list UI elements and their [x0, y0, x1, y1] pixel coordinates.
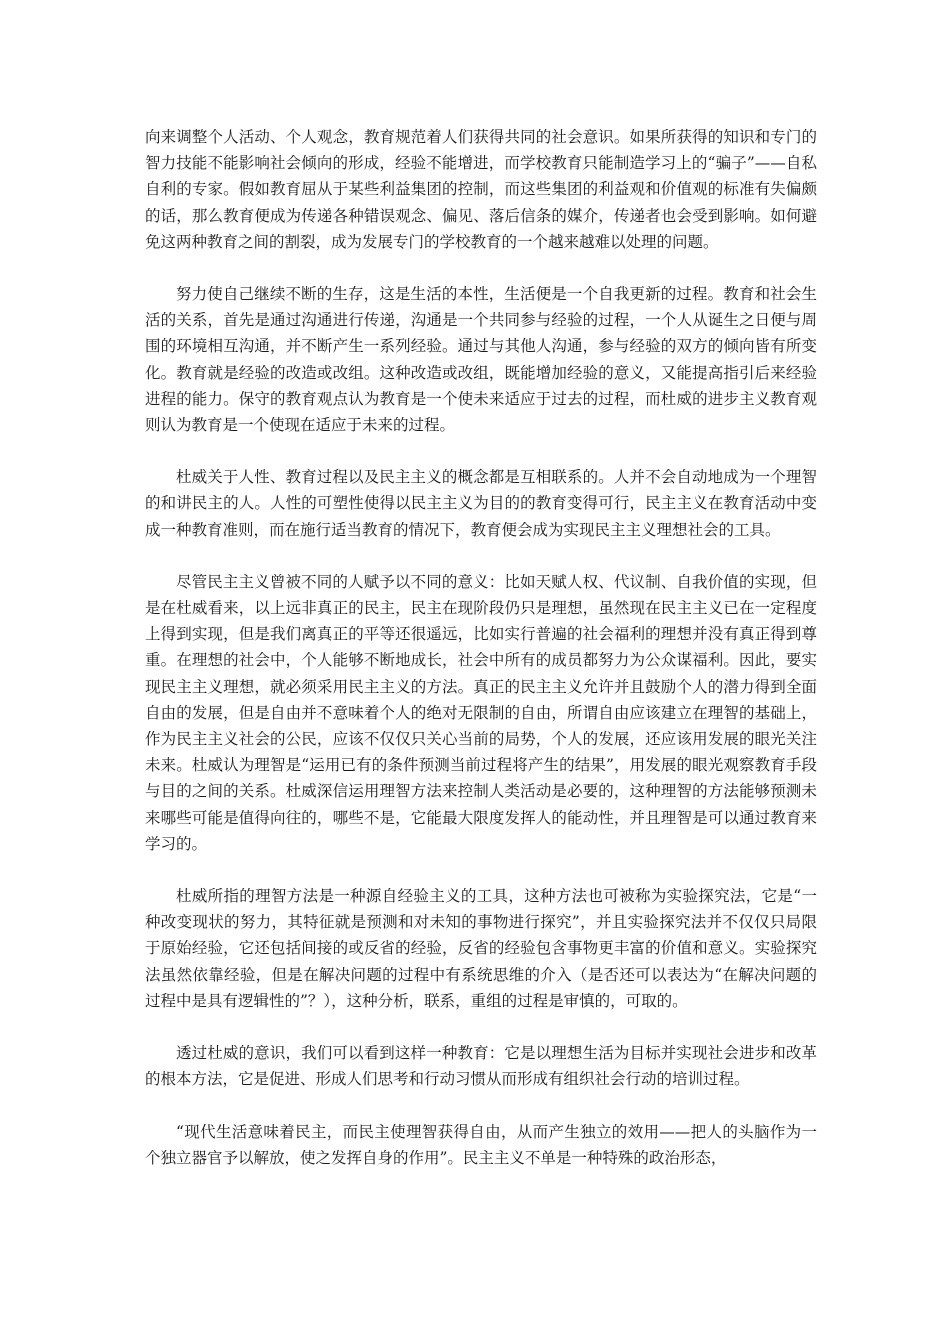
paragraph-2: 努力使自己继续不断的生存，这是生活的本性，生活便是一个自我更新的过程。教育和社会生活的关系，首先是通过沟通进行传递，沟通是一个共同参与经验的过程，一个人从诞生之日便与周围的环境相互沟通，并不断产生一系列经验。通过与其他人沟通，参与经验的双方的倾向皆有所变化。教育就是经验的改造或改组。这种改造或改组，既能增加经验的意义，又能提高指引后来经验进程的能力。保守的教育观点认为教育是一个使未来适应于过去的过程，而杜威的进步主义教育观则认为教育是一个使现在适应于未来的过程。: [145, 285, 817, 435]
paragraph-1: 向来调整个人活动、个人观念，教育规范着人们获得共同的社会意识。如果所获得的知识和专门的智力技能不能影响社会倾向的形成，经验不能增进，而学校教育只能制造学习上的“骗子”——自私自利的专家。假如教育屈从于某些利益集团的控制，而这些集团的利益观和价值观的标准有失偏颇的话，那么教育便成为传递各种错误观念、偏见、落后信条的媒介，传递者也会受到影响。如何避免这两种教育之间的割裂，成为发展专门的学校教育的一个越来越难以处理的问题。: [145, 128, 817, 251]
paragraph-4: 尽管民主主义曾被不同的人赋予以不同的意义：比如天赋人权、代议制、自我价值的实现，但是在杜威看来，以上远非真正的民主，民主在现阶段仍只是理想，虽然现在民主主义已在一定程度上得到实现，但是我们离真正的平等还很遥远，比如实行普遍的社会福利的理想并没有真正得到尊重。在理想的社会中，个人能够不断地成长，社会中所有的成员都努力为公众谋福利。因此，要实现民主主义理想，就必须采用民主主义的方法。真正的民主主义允许并且鼓励个人的潜力得到全面自由的发展，但是自由并不意味着个人的绝对无限制的自由，所谓自由应该建立在理智的基础上，作为民主主义社会的公民，应该不仅仅只关心当前的局势，个人的发展，还应该用发展的眼光关注未来。杜威认为理智是“运用已有的条件预测当前过程将产生的结果”，用发展的眼光观察教育手段与目的之间的关系。杜威深信运用理智方法来控制人类活动是必要的，这种理智的方法能够预测未来哪些可能是值得向往的，哪些不是，它能最大限度发挥人的能动性，并且理智是可以通过教育来学习的。: [145, 572, 817, 853]
paragraph-7: “现代生活意味着民主，而民主使理智获得自由，从而产生独立的效用——把人的头脑作为一个独立器官予以解放，使之发挥自身的作用”。民主主义不单是一种特殊的政治形态，: [145, 1122, 817, 1167]
document-page: [145, 124, 817, 1197]
paragraph-6: 透过杜威的意识，我们可以看到这样一种教育：它是以理想生活为目标并实现社会进步和改革的根本方法，它是促进、形成人们思考和行动习惯从而形成有组织社会行动的培训过程。: [145, 1044, 817, 1089]
paragraph-3: 杜威关于人性、教育过程以及民主主义的概念都是互相联系的。人并不会自动地成为一个理智的和讲民主的人。人性的可塑性使得以民主主义为目的的教育变得可行，民主主义在教育活动中变成一种教育准则，而在施行适当教育的情况下，教育便会成为实现民主主义理想社会的工具。: [145, 468, 817, 539]
paragraph-5: 杜威所指的理智方法是一种源自经验主义的工具，这种方法也可被称为实验探究法，它是“一种改变现状的努力，其特征就是预测和对未知的事物进行探究”，并且实验探究法并不仅仅只局限于原始经验，它还包括间接的或反省的经验，反省的经验包含事物更丰富的价值和意义。实验探究法虽然依靠经验，但是在解决问题的过程中有系统思维的介入（是否还可以表达为“在解决问题的过程中是具有逻辑性的”？），这种分析，联系，重组的过程是审慎的，可取的。: [145, 887, 817, 1010]
